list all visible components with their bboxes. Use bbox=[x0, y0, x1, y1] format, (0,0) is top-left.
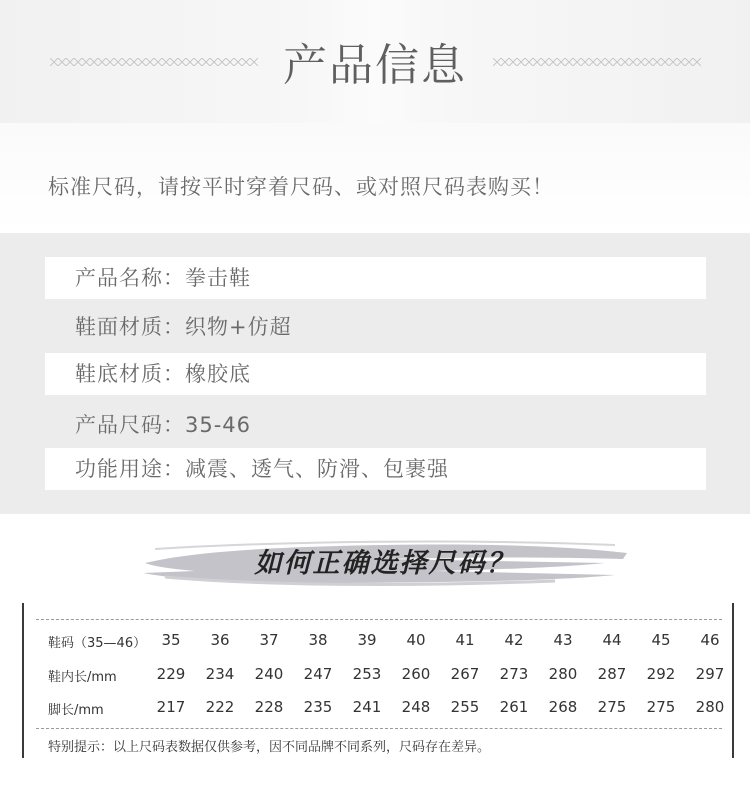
table-cell: 275 bbox=[597, 698, 627, 716]
row-header: 鞋内长/mm bbox=[48, 670, 117, 685]
table-cell: 275 bbox=[646, 698, 676, 716]
table-footnote: 特别提示：以上尺码表数据仅供参考，因不同品牌不同系列，尺码存在差异。 bbox=[48, 740, 491, 755]
table-cell: 44 bbox=[602, 631, 622, 649]
table-cell: 217 bbox=[156, 698, 186, 716]
size-guide-title: 如何正确选择尺码？ bbox=[254, 548, 516, 579]
table-divider-bottom bbox=[36, 728, 722, 729]
table-row-inner-length bbox=[24, 660, 736, 690]
table-divider-top bbox=[36, 619, 722, 620]
table-cell: 248 bbox=[401, 698, 431, 716]
section-title: 产品信息 bbox=[283, 40, 467, 91]
table-cell: 287 bbox=[597, 665, 627, 683]
table-cell: 43 bbox=[553, 631, 573, 649]
table-cell: 280 bbox=[695, 698, 725, 716]
table-cell: 261 bbox=[499, 698, 529, 716]
size-notice-text: 标准尺码，请按平时穿着尺码、或对照尺码表购买！ bbox=[48, 175, 554, 199]
table-cell: 253 bbox=[352, 665, 382, 683]
row-header: 脚长/mm bbox=[48, 703, 104, 718]
table-cell: 292 bbox=[646, 665, 676, 683]
spec-sole-material: 鞋底材质：橡胶底 bbox=[45, 353, 706, 395]
table-row-shoe-size bbox=[24, 626, 736, 656]
product-info-header bbox=[0, 0, 750, 123]
table-cell: 38 bbox=[308, 631, 328, 649]
spec-list bbox=[0, 233, 750, 514]
spec-sizes: 产品尺码：35-46 bbox=[75, 413, 252, 437]
table-cell: 235 bbox=[303, 698, 333, 716]
table-cell: 35 bbox=[161, 631, 181, 649]
size-table bbox=[22, 603, 734, 758]
table-cell: 46 bbox=[700, 631, 720, 649]
table-cell: 40 bbox=[406, 631, 426, 649]
spec-function: 功能用途：减震、透气、防滑、包裹强 bbox=[45, 448, 706, 490]
table-cell: 42 bbox=[504, 631, 524, 649]
table-cell: 255 bbox=[450, 698, 480, 716]
table-cell: 267 bbox=[450, 665, 480, 683]
row-header: 鞋码（35—46） bbox=[48, 636, 147, 651]
table-cell: 37 bbox=[259, 631, 279, 649]
table-cell: 273 bbox=[499, 665, 529, 683]
table-cell: 260 bbox=[401, 665, 431, 683]
size-notice bbox=[0, 123, 750, 233]
spec-upper-material: 鞋面材质：织物+仿超 bbox=[75, 315, 292, 339]
table-cell: 222 bbox=[205, 698, 235, 716]
table-cell: 41 bbox=[455, 631, 475, 649]
table-cell: 229 bbox=[156, 665, 186, 683]
table-cell: 39 bbox=[357, 631, 377, 649]
table-cell: 36 bbox=[210, 631, 230, 649]
table-cell: 45 bbox=[651, 631, 671, 649]
spec-product-name: 产品名称：拳击鞋 bbox=[45, 257, 706, 299]
size-guide-banner bbox=[135, 533, 635, 591]
table-row-foot-length bbox=[24, 693, 736, 723]
table-cell: 247 bbox=[303, 665, 333, 683]
table-cell: 280 bbox=[548, 665, 578, 683]
table-cell: 240 bbox=[254, 665, 284, 683]
table-cell: 241 bbox=[352, 698, 382, 716]
table-cell: 234 bbox=[205, 665, 235, 683]
table-cell: 228 bbox=[254, 698, 284, 716]
table-cell: 297 bbox=[695, 665, 725, 683]
table-cell: 268 bbox=[548, 698, 578, 716]
decorative-zigzag-right bbox=[493, 58, 701, 66]
